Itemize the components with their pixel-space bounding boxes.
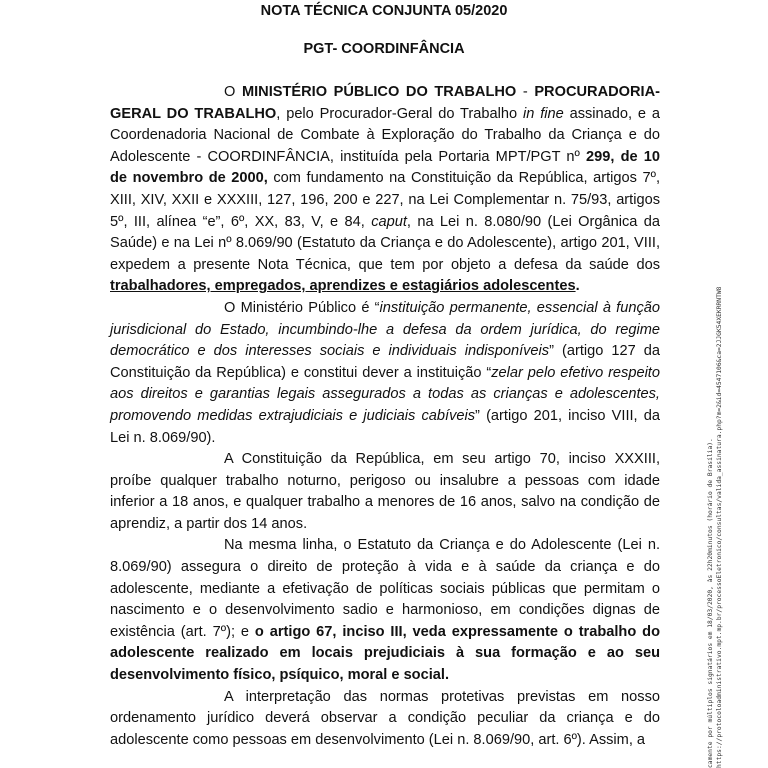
italic-span: instituição permanente, essencial à função jurisdicional do Estado, incumbindo-lhe a defesa da ordem jurídica, do regime democrático e dos interesses sociais e individuais indisponíveis <box>110 299 660 360</box>
paragraph-4 <box>110 535 660 686</box>
text-span: ” (artigo 201, inciso VIII, da Lei n. 8.069/90). <box>110 407 660 446</box>
paragraph-3: A Constituição da República, em seu artigo 70, inciso XXXIII, proíbe qualquer trabalho noturno, perigoso ou insalubre a pessoas com idade inferior a 18 anos, e qualquer trabalho a menores de 16 anos, salvo na condição de aprendiz, a partir dos 14 anos. <box>110 451 660 532</box>
text-span: O <box>224 84 242 100</box>
paragraph-5: A interpretação das normas protetivas previstas em nosso ordenamento jurídico deverá observar a condição peculiar da criança e do adolescente como pessoas em desenvolvimento (Lei n. 8.069/90, art. 6º). Assim, a <box>110 688 660 748</box>
text-span: , na Lei n. 8.080/90 (Lei Orgânica da Saúde) e na Lei nº 8.069/90 (Estatuto da Criança e do Adolescente), artigo 201, VIII, expedem a presente Nota Técnica, que tem por objeto a defesa da saúde dos <box>110 213 660 273</box>
italic-span: zelar pelo efetivo respeito aos direitos e garantias legais assegurados a todas as crianças e adolescentes, promovendo medidas extrajudiciais e judiciais cabíveis <box>110 364 660 424</box>
document-title: NOTA TÉCNICA CONJUNTA 05/2020 <box>260 3 508 19</box>
bold-span: PROCURADORIA-GERAL DO TRABALHO <box>110 84 660 122</box>
text-span: , pelo Procurador-Geral do Trabalho <box>276 105 523 122</box>
text-span: O Ministério Público é “ <box>224 299 380 316</box>
document-body <box>110 82 660 751</box>
text-span: com fundamento na Constituição da República, artigos 7º, XIII, XIV, XXII e XXXIII, 127, 196, 200 e 227, na Lei Complementar n. 75/93, artigos 5º, III, alínea “e”, 6º, XX, 83, V, e 84, <box>110 170 661 230</box>
bold-span: MINISTÉRIO PÚBLICO DO TRABALHO <box>241 84 517 100</box>
bold-span: o artigo 67, inciso III, veda expressamente o trabalho do adolescente realizado em locais prejudiciais à sua formação e ao seu desenvolvimento físico, psíquico, moral e social. <box>110 623 660 684</box>
signature-note-line: camente por múltiplos signatários em 18/03/2020, às 22h20minutos (horário de Brasília). <box>707 438 714 768</box>
underlined-bold-span: trabalhadores, empregados, aprendizes e estagiários adolescentes <box>110 278 576 295</box>
paragraph-1 <box>110 82 660 298</box>
document-subtitle: PGT- COORDINFÂNCIA <box>303 41 465 57</box>
bold-span: 299, de 10 de novembro de 2000, <box>110 148 661 187</box>
text-span: Na mesma linha, o Estatuto da Criança e do Adolescente (Lei n. 8.069/90) assegura o direito de proteção à vida e à saúde da criança e do adolescente, mediante a efetivação de políticas sociais públicas que permitam o nascimento e o desenvolvimento sadio e harmonioso, em condições dignas de existência (art. 7º); e <box>110 537 660 640</box>
bold-span: . <box>575 278 580 295</box>
text-span: - <box>516 84 535 100</box>
text-span: assinado, e a Coordenadoria Nacional de Combate à Exploração do Trabalho da Criança e do Adolescente - COORDINFÂNCIA, instituída pela Portaria MPT/PGT nº <box>110 105 660 165</box>
italic-span: in fine <box>522 105 564 122</box>
signature-validation-note <box>706 28 724 768</box>
validation-url-line[interactable]: https://protocoloadministrativo.mpt.mp.br/processoEletronico/consultas/valida_assinatura.php?m=2&id=4547106&ca=2JJGK54XEKRRNTW8 <box>716 286 723 768</box>
paragraph-2 <box>110 298 660 449</box>
italic-span: caput <box>371 213 407 230</box>
text-span: ” (artigo 127 da Constituição da República) e constitui dever a instituição “ <box>110 343 660 381</box>
